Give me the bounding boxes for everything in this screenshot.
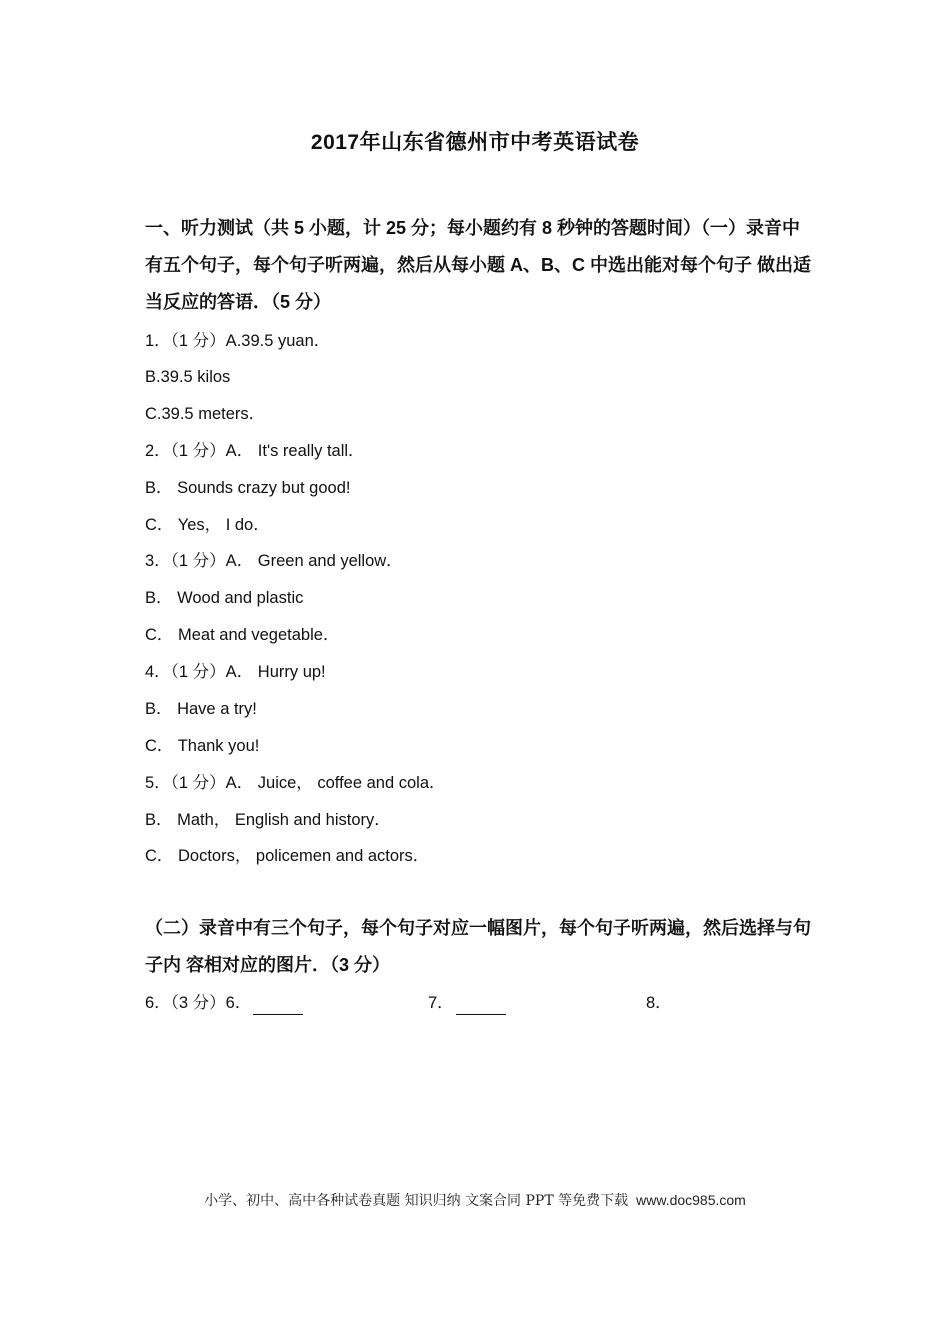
footer-text: 小学、初中、高中各种试卷真题 知识归纳 文案合同 PPT 等免费下载 bbox=[204, 1193, 629, 1209]
q6-row bbox=[145, 991, 303, 1015]
q1-option-b: B.39.5 kilos bbox=[145, 368, 231, 386]
q5-option-c: C． Doctors， policemen and actors． bbox=[145, 847, 430, 865]
q7-label: 7． bbox=[428, 994, 454, 1012]
page-title: 2017年山东省德州市中考英语试卷 bbox=[310, 131, 640, 154]
q1-option-a: 1．（1 分）A.39.5 yuan． bbox=[145, 332, 331, 350]
q2-option-a: 2．（1 分）A． It's really tall． bbox=[145, 442, 365, 460]
q1-option-c: C.39.5 meters． bbox=[145, 405, 266, 423]
q3-option-a: 3．（1 分）A． Green and yellow． bbox=[145, 552, 403, 570]
q6-answer-blank[interactable] bbox=[253, 996, 303, 1015]
section2-heading: （二）录音中有三个句子，每个句子对应一幅图片，每个句子听两遍，然后选择与句子内 容相对应的图片．（3 分） bbox=[145, 918, 811, 975]
q4-option-c: C． Thank you! bbox=[145, 737, 260, 755]
q3-option-b: B． Wood and plastic bbox=[145, 589, 304, 607]
q2-option-c: C． Yes， I do． bbox=[145, 516, 270, 534]
page-footer bbox=[0, 1190, 950, 1210]
q6-label: 6．（3 分）6． bbox=[145, 994, 252, 1012]
q7-answer-blank[interactable] bbox=[456, 996, 506, 1015]
footer-site-link[interactable]: www.doc985.com bbox=[636, 1192, 746, 1208]
q2-option-b: B． Sounds crazy but good! bbox=[145, 479, 351, 497]
q7-row bbox=[428, 991, 506, 1015]
q8-label: 8． bbox=[646, 994, 672, 1012]
q4-option-b: B． Have a try! bbox=[145, 700, 257, 718]
q4-option-a: 4．（1 分）A． Hurry up! bbox=[145, 663, 326, 681]
q8-row bbox=[646, 991, 672, 1015]
q5-option-b: B． Math， English and history． bbox=[145, 811, 391, 829]
q3-option-c: C． Meat and vegetable． bbox=[145, 626, 340, 644]
q5-option-a: 5．（1 分）A． Juice， coffee and cola． bbox=[145, 774, 446, 792]
section1-heading: 一、听力测试（共 5 小题，计 25 分；每小题约有 8 秒钟的答题时间）（一）录音中有五个句子，每个句子听两遍，然后从每小题 A、B、C 中选出能对每个句子 做出适当反应的答语．（5 分） bbox=[145, 218, 811, 312]
